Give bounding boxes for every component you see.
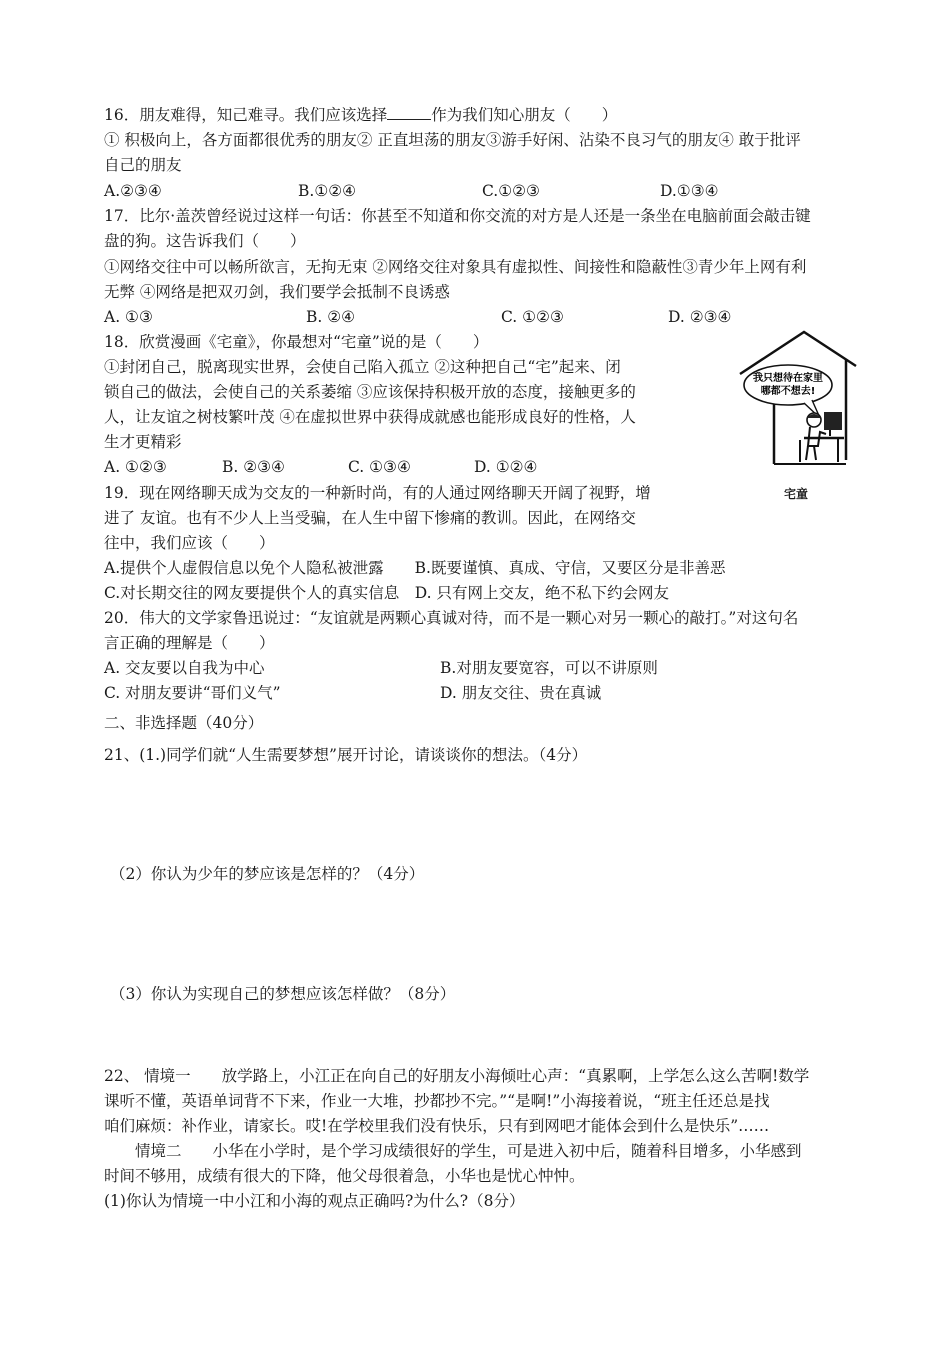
q18-option-b: B. ②③④ — [222, 458, 285, 476]
q17-stem-line2: 盘的狗。这告诉我们（ ） — [104, 232, 306, 250]
q18-stem: 18．欣赏漫画《宅童》，你最想对“宅童”说的是（ ） — [104, 333, 489, 351]
q16-stem-a: 16．朋友难得，知己难寻。我们应该选择 — [104, 106, 388, 124]
q17-choices-line1: ①网络交往中可以畅所欲言，无拘无束 ②网络交往对象具有虚拟性、间接性和隐蔽性③青少年上网有利 — [104, 258, 807, 276]
q20-stem-line2: 言正确的理解是（ ） — [104, 634, 275, 652]
q20-option-d: D. 朋友交往、贵在真诚 — [440, 684, 602, 702]
q17-option-c: C. ①②③ — [501, 308, 564, 326]
q18-option-c: C. ①③④ — [348, 458, 411, 476]
q22-scenario1-line1: 22、 情境一 放学路上，小江正在向自己的好朋友小海倾吐心声：“真累啊，上学怎么这么苦啊!数学 — [104, 1067, 810, 1085]
bubble-text-line1: 我只想待在家里 — [753, 373, 823, 384]
cartoon-caption: 宅童 — [784, 487, 809, 501]
q21-part2: （2）你认为少年的梦应该是怎样的？（4分） — [110, 865, 425, 883]
q22-scenario1-line3: 咱们麻烦：补作业，请家长。哎!在学校里我们没有快乐，只有到网吧才能体会到什么是快乐”…… — [104, 1117, 770, 1135]
q16-stem — [104, 104, 617, 125]
q16-choices-line2: 自己的朋友 — [104, 156, 182, 174]
q21-part3: （3）你认为实现自己的梦想应该怎样做？（8分） — [110, 985, 456, 1003]
q17-option-b: B. ②④ — [306, 308, 356, 326]
q16-choices-line1: ① 积极向上，各方面都很优秀的朋友② 正直坦荡的朋友③游手好闲、沾染不良习气的朋友④ 敢于批评 — [104, 131, 801, 149]
q17-option-d: D. ②③④ — [668, 308, 732, 326]
q16-option-d: D.①③④ — [660, 182, 719, 200]
homebody-cartoon-image — [734, 328, 862, 473]
q16-option-c: C.①②③ — [482, 182, 540, 200]
q19-stem-line3: 往中，我们应该（ ） — [104, 534, 275, 552]
q19-options-line2: C.对长期交往的网友要提供个人的真实信息 D. 只有网上交友，绝不私下约会网友 — [104, 584, 669, 602]
q16-stem-b: 作为我们知心朋友（ ） — [431, 106, 618, 124]
q17-stem-line1: 17．比尔·盖茨曾经说过这样一句话：你甚至不知道和你交流的对方是人还是一条坐在电脑前面会敲击键 — [104, 207, 811, 225]
q22-scenario1-line2: 课听不懂，英语单词背不下来，作业一大堆，抄都抄不完。”“是啊!”小海接着说，“班主任还总是找 — [104, 1092, 770, 1110]
q20-stem-line1: 20．伟大的文学家鲁迅说过：“友谊就是两颗心真诚对待，而不是一颗心对另一颗心的敲打。”对这句名 — [104, 609, 799, 627]
q18-option-a: A. ①②③ — [104, 458, 167, 476]
child-legs — [806, 446, 816, 460]
q16-option-b: B.①②④ — [298, 182, 357, 200]
q22-scenario2-line2: 时间不够用，成绩有很大的下降，他父母很着急，小华也是忧心忡忡。 — [104, 1167, 585, 1185]
computer-monitor — [824, 412, 842, 430]
q19-options-line1: A.提供个人虚假信息以免个人隐私被泄露 B.既要谨慎、真成、守信，又要区分是非善恶 — [104, 559, 726, 577]
bubble-text-line2: 哪都不想去! — [760, 386, 816, 397]
q18-option-d: D. ①②④ — [474, 458, 538, 476]
q20-option-a: A. 交友要以自我为中心 — [104, 659, 265, 677]
q17-choices-line2: 无弊 ④网络是把双刃剑，我们要学会抵制不良诱惑 — [104, 283, 450, 301]
section-heading-non-choice: 二、非选择题（40分） — [104, 714, 264, 732]
q17-option-a: A. ①③ — [104, 308, 153, 326]
q18-choices-line3: 人，让友谊之树枝繁叶茂 ④在虚拟世界中获得成就感也能形成良好的性格，人 — [104, 408, 636, 426]
q18-choices-line1: ①封闭自己，脱离现实世界，会使自己陷入孤立 ②这种把自己“宅”起来、闭 — [104, 358, 621, 376]
speech-bubble — [744, 365, 832, 405]
q22-part1: (1)你认为情境一中小江和小海的观点正确吗?为什么?（8分） — [104, 1192, 525, 1210]
q20-option-c: C. 对朋友要讲“哥们义气” — [104, 684, 281, 702]
q16-answer-blank — [387, 104, 431, 120]
q19-stem-line2: 进了 友谊。也有不少人上当受骗，在人生中留下惨痛的教训。因此，在网络交 — [104, 509, 636, 527]
q19-stem-line1: 19．现在网络聊天成为交友的一种新时尚，有的人通过网络聊天开阔了视野，增 — [104, 484, 651, 502]
q20-option-b: B.对朋友要宽容，可以不讲原则 — [440, 659, 658, 677]
q16-option-a: A.②③④ — [104, 182, 162, 200]
q18-choices-line2: 锁自己的做法，会使自己的关系萎缩 ③应该保持积极开放的态度，接触更多的 — [104, 383, 636, 401]
q21-part1: 21、(1.)同学们就“人生需要梦想”展开讨论，请谈谈你的想法。（4分） — [104, 746, 588, 764]
q22-scenario2-line1: 情境二 小华在小学时，是个学习成绩很好的学生，可是进入初中后，随着科目增多，小华感到 — [104, 1142, 802, 1160]
child-body — [808, 427, 826, 446]
q18-choices-line4: 生才更精彩 — [104, 433, 182, 451]
